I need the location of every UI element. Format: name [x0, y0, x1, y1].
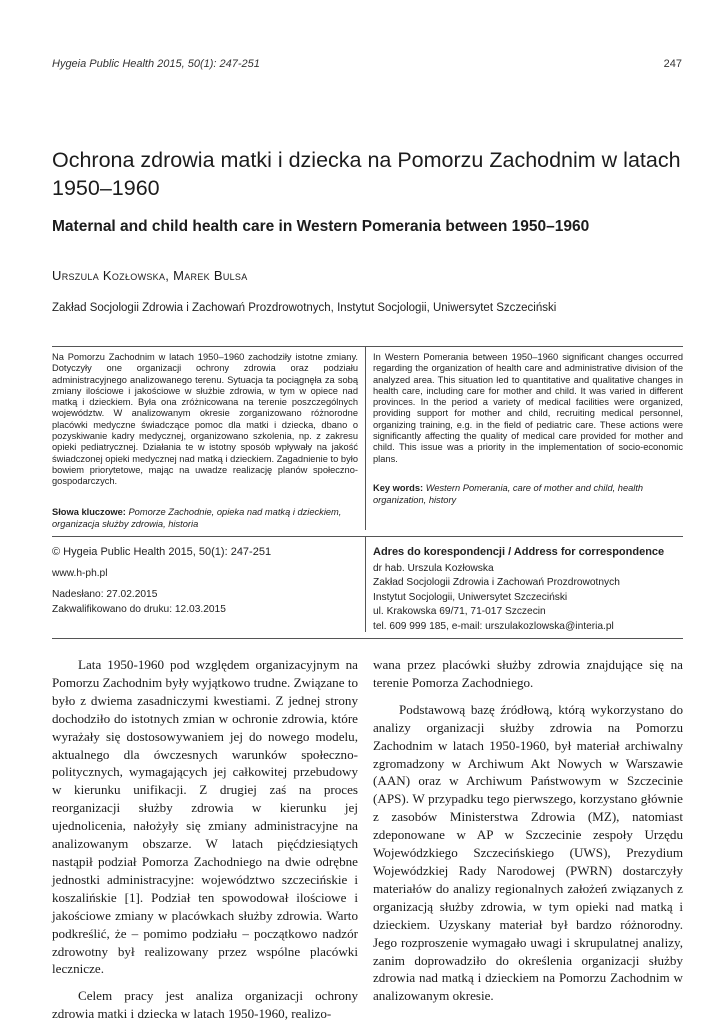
- copyright-line: © Hygeia Public Health 2015, 50(1): 247-251: [52, 546, 272, 558]
- keywords-english-label: Key words:: [373, 483, 424, 493]
- page-number: 247: [663, 58, 682, 70]
- article-title-english: Maternal and child health care in Western Pomerania between 1950–1960: [52, 218, 590, 235]
- body-paragraph: wana przez placówki służby zdrowia znajdujące się na terenie Pomorza Zachodniego.: [373, 657, 683, 690]
- keywords-english-text: Western Pomerania, care of mother and child, health organization, history: [373, 483, 644, 505]
- body-column-left: [52, 656, 358, 1023]
- keywords-english: [373, 483, 683, 506]
- body-paragraph: Lata 1950-1960 pod względem organizacyjnym na Pomorzu Zachodnim były wyjątkowo trudne. Związane to było z dwiema zasadniczymi kwestiami. Z jednej strony dochodziło do istotnych zmian w ochronie zdrowia, które wyrażały się dostosowywaniem jej do nowego modelu, aktualnego dla ówczesnych warunków społeczno-politycznych, wymagających jej całkowitej przebudowy w kierunku unifikacji. Z drugiej zaś na proces reorganizacji służby zdrowia w kierunku jej ujednolicenia, nałożyły się zmiany administracyjne na analizowanym obszarze. W latach pięćdziesiątych nastąpił podział Pomorza Zachodniego na dwie odrębne jednostki administracyjne: województwo szczecińskie i koszalińskie [1]. Podział ten spowodował ilościowe i jakościowe zmiany w placówkach służby zdrowia. Warto podkreślić, że – pomimo podziału – początkowo nadzór zdrowotny był realizowany przez wspólne placówki lecznicze.: [52, 657, 358, 977]
- publication-info: [52, 545, 358, 617]
- abstract-divider: [365, 346, 366, 530]
- correspondence-heading: Adres do korespondencji / Address for correspondence: [373, 546, 665, 558]
- info-divider: [365, 536, 366, 632]
- article-title-polish: Ochrona zdrowia matki i dziecka na Pomorzu Zachodnim w latach 1950–1960: [52, 148, 681, 200]
- body-paragraph: Celem pracy jest analiza organizacji ochrony zdrowia matki i dziecka w latach 1950-1960, realizo-: [52, 988, 358, 1022]
- affiliation: Zakład Socjologii Zdrowia i Zachowań Prozdrowotnych, Instytut Socjologii, Uniwersytet Szczeciński: [52, 302, 557, 314]
- keywords-polish: [52, 507, 358, 530]
- running-header: [52, 58, 682, 74]
- abstract-top-rule: [52, 346, 683, 347]
- journal-citation: Hygeia Public Health 2015, 50(1): 247-251: [52, 58, 260, 70]
- received-date: Nadesłano: 27.02.2015: [52, 589, 158, 600]
- abstract-polish: Na Pomorzu Zachodnim w latach 1950–1960 zachodziły istotne zmiany. Dotyczyły one organizacji ochrony zdrowia oraz podziału administracyjnego analizowanego terenu. Sytuacja ta pociągnęła za sobą zmiany ilościowe i jakościowe w służbie zdrowia, w tym w opiece nad matką i dzieckiem. Była ona zróżnicowana na terenie poszczególnych województw. W analizowanym okresie zorganizowano różnorodne placówki medyczne świadczące pomoc dla matki i dziecka, dbano o pozyskiwanie kadry medycznej, organizowano szkolenia, np. z zakresu opieki pediatrycznej. Działania te w istotny sposób wpływały na jakość świadczonej opieki medycznej nad matką i dzieckiem. Zagadnienie to było bowiem priorytetowe, mając na uwadze realizację planów społeczno-gospodarczych.: [52, 352, 358, 487]
- correspondence-line: tel. 609 999 185, e-mail: urszulakozlowska@interia.pl: [373, 620, 614, 632]
- accepted-date: Zakwalifikowano do druku: 12.03.2015: [52, 603, 226, 615]
- author-list: Urszula Kozłowska, Marek Bulsa: [52, 268, 248, 283]
- info-top-rule: [52, 536, 683, 537]
- body-column-right: [373, 656, 683, 1005]
- abstract-english: In Western Pomerania between 1950–1960 significant changes occurred regarding the organization of health care and administrative division of the analyzed area. This situation led to quantitative and qualitative changes in health care, including care for mother and child. It was varied in different provinces. In the period a variety of medical facilities were organized, providing support for mother and child, recruiting medical personnel, organizing training, e.g. in the field of pediatric care. These actions were significantly affecting the quality of medical care provided for mother and child. This issue was a priority in the implementation of socio-economic plans.: [373, 352, 683, 464]
- body-top-rule: [52, 638, 683, 639]
- keywords-polish-label: Słowa kluczowe:: [52, 507, 126, 517]
- correspondence-line: Zakład Socjologii Zdrowia i Zachowań Prozdrowotnych: [373, 577, 620, 588]
- correspondence-line: Instytut Socjologii, Uniwersytet Szczeciński: [373, 591, 568, 603]
- correspondence-line: dr hab. Urszula Kozłowska: [373, 562, 494, 574]
- body-paragraph: Podstawową bazę źródłową, którą wykorzystano do analizy organizacji służby zdrowia na Pomorzu Zachodnim w latach 1950-1960, był materiał archiwalny zgromadzony w Archiwum Akt Nowych w Warszawie (AAN) oraz w Archiwum Państwowym w Szczecinie (APS). W przypadku tego pierwszego, korzystano głównie z zasobów Ministerstwa Zdrowia (MZ), natomiast zdeponowane w AP w Szczecinie zespoły Urzędu Wojewódzkiego Szczecińskiego (UWS), Prezydium Wojewódzkiej Rady Narodowej (PWRN) dostarczyły materiałów do analizy regionalnych założeń związanych z organizacją służby zdrowia, w tym opieki nad matką i dzieckiem. Uzyskany materiał był bardzo różnorodny. Jego rozproszenie wymagało uwagi i skrupulatnej analizy, zanim doprowadziło do określenia organizacji służby zdrowia nad matką i dzieckiem na Pomorzu Zachodnim w analizowanym okresie.: [373, 701, 683, 1004]
- correspondence-line: ul. Krakowska 69/71, 71-017 Szczecin: [373, 606, 546, 617]
- journal-website: www.h-ph.pl: [52, 567, 108, 579]
- correspondence-block: [373, 545, 683, 634]
- keywords-polish-text: Pomorze Zachodnie, opieka nad matką i dzieckiem, organizacja służby zdrowia, historia: [52, 507, 342, 529]
